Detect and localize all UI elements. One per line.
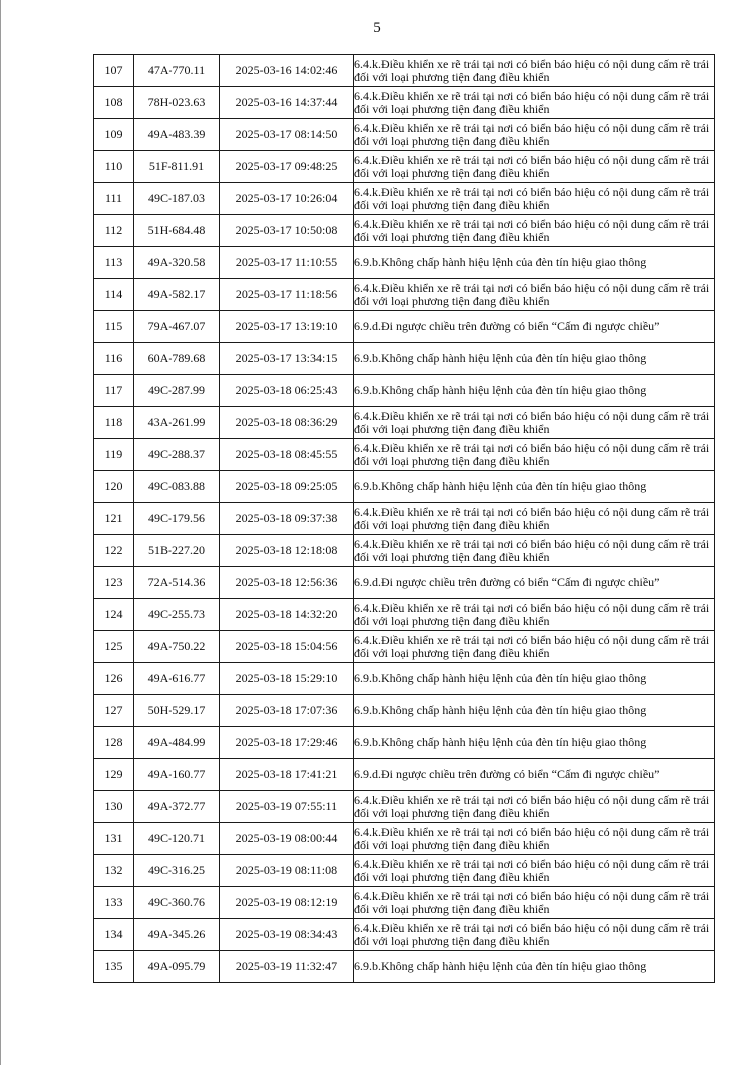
- license-plate-cell: 49C-187.03: [134, 183, 220, 215]
- violation-description-cell: 6.4.k.Điều khiển xe rẽ trái tại nơi có biển báo hiệu có nội dung cấm rẽ trái đối với loại phương tiện đang điều khiển: [354, 535, 715, 567]
- license-plate-cell: 49A-484.99: [134, 727, 220, 759]
- row-number-cell: 121: [94, 503, 134, 535]
- row-number-cell: 114: [94, 279, 134, 311]
- row-number-cell: 133: [94, 887, 134, 919]
- violation-time-cell: 2025-03-18 12:56:36: [220, 567, 354, 599]
- license-plate-cell: 49C-120.71: [134, 823, 220, 855]
- table-row: [94, 503, 715, 535]
- row-number-cell: 129: [94, 759, 134, 791]
- table-row: [94, 535, 715, 567]
- row-number-cell: 115: [94, 311, 134, 343]
- table-row: [94, 471, 715, 503]
- violations-table: [93, 54, 715, 983]
- row-number-cell: 126: [94, 663, 134, 695]
- violation-description-cell: 6.9.b.Không chấp hành hiệu lệnh của đèn tín hiệu giao thông: [354, 247, 715, 279]
- violation-time-cell: 2025-03-18 12:18:08: [220, 535, 354, 567]
- row-number-cell: 125: [94, 631, 134, 663]
- violation-description-cell: 6.4.k.Điều khiển xe rẽ trái tại nơi có biển báo hiệu có nội dung cấm rẽ trái đối với loại phương tiện đang điều khiển: [354, 503, 715, 535]
- row-number-cell: 118: [94, 407, 134, 439]
- violation-description-cell: 6.4.k.Điều khiển xe rẽ trái tại nơi có biển báo hiệu có nội dung cấm rẽ trái đối với loại phương tiện đang điều khiển: [354, 855, 715, 887]
- license-plate-cell: 49C-288.37: [134, 439, 220, 471]
- violation-time-cell: 2025-03-17 13:19:10: [220, 311, 354, 343]
- table-row: [94, 791, 715, 823]
- row-number-cell: 112: [94, 215, 134, 247]
- license-plate-cell: 79A-467.07: [134, 311, 220, 343]
- violation-description-cell: 6.4.k.Điều khiển xe rẽ trái tại nơi có biển báo hiệu có nội dung cấm rẽ trái đối với loại phương tiện đang điều khiển: [354, 87, 715, 119]
- row-number-cell: 120: [94, 471, 134, 503]
- license-plate-cell: 49C-287.99: [134, 375, 220, 407]
- table-row: [94, 439, 715, 471]
- table-row: [94, 151, 715, 183]
- table-row: [94, 759, 715, 791]
- license-plate-cell: 51H-684.48: [134, 215, 220, 247]
- row-number-cell: 111: [94, 183, 134, 215]
- violation-description-cell: 6.4.k.Điều khiển xe rẽ trái tại nơi có biển báo hiệu có nội dung cấm rẽ trái đối với loại phương tiện đang điều khiển: [354, 55, 715, 87]
- violations-table-body: [94, 55, 715, 983]
- license-plate-cell: 49A-616.77: [134, 663, 220, 695]
- violation-description-cell: 6.9.b.Không chấp hành hiệu lệnh của đèn tín hiệu giao thông: [354, 375, 715, 407]
- license-plate-cell: 49A-320.58: [134, 247, 220, 279]
- violation-time-cell: 2025-03-17 10:26:04: [220, 183, 354, 215]
- license-plate-cell: 49C-360.76: [134, 887, 220, 919]
- table-row: [94, 247, 715, 279]
- violation-description-cell: 6.4.k.Điều khiển xe rẽ trái tại nơi có biển báo hiệu có nội dung cấm rẽ trái đối với loại phương tiện đang điều khiển: [354, 215, 715, 247]
- table-row: [94, 87, 715, 119]
- violation-time-cell: 2025-03-18 09:25:05: [220, 471, 354, 503]
- violation-time-cell: 2025-03-19 11:32:47: [220, 951, 354, 983]
- violation-time-cell: 2025-03-16 14:02:46: [220, 55, 354, 87]
- violation-description-cell: 6.4.k.Điều khiển xe rẽ trái tại nơi có biển báo hiệu có nội dung cấm rẽ trái đối với loại phương tiện đang điều khiển: [354, 631, 715, 663]
- license-plate-cell: 49A-160.77: [134, 759, 220, 791]
- row-number-cell: 134: [94, 919, 134, 951]
- row-number-cell: 109: [94, 119, 134, 151]
- license-plate-cell: 47A-770.11: [134, 55, 220, 87]
- violation-description-cell: 6.9.b.Không chấp hành hiệu lệnh của đèn tín hiệu giao thông: [354, 951, 715, 983]
- table-row: [94, 951, 715, 983]
- table-row: [94, 695, 715, 727]
- violation-time-cell: 2025-03-18 08:36:29: [220, 407, 354, 439]
- page-number: 5: [373, 20, 381, 36]
- violation-description-cell: 6.4.k.Điều khiển xe rẽ trái tại nơi có biển báo hiệu có nội dung cấm rẽ trái đối với loại phương tiện đang điều khiển: [354, 823, 715, 855]
- table-row: [94, 919, 715, 951]
- violation-time-cell: 2025-03-17 10:50:08: [220, 215, 354, 247]
- violation-time-cell: 2025-03-17 11:10:55: [220, 247, 354, 279]
- table-row: [94, 407, 715, 439]
- table-row: [94, 55, 715, 87]
- row-number-cell: 131: [94, 823, 134, 855]
- row-number-cell: 123: [94, 567, 134, 599]
- license-plate-cell: 49C-316.25: [134, 855, 220, 887]
- license-plate-cell: 49A-582.17: [134, 279, 220, 311]
- violation-description-cell: 6.4.k.Điều khiển xe rẽ trái tại nơi có biển báo hiệu có nội dung cấm rẽ trái đối với loại phương tiện đang điều khiển: [354, 119, 715, 151]
- row-number-cell: 107: [94, 55, 134, 87]
- row-number-cell: 127: [94, 695, 134, 727]
- violation-description-cell: 6.4.k.Điều khiển xe rẽ trái tại nơi có biển báo hiệu có nội dung cấm rẽ trái đối với loại phương tiện đang điều khiển: [354, 279, 715, 311]
- violation-time-cell: 2025-03-18 14:32:20: [220, 599, 354, 631]
- violation-time-cell: 2025-03-18 15:04:56: [220, 631, 354, 663]
- license-plate-cell: 72A-514.36: [134, 567, 220, 599]
- row-number-cell: 116: [94, 343, 134, 375]
- license-plate-cell: 49A-345.26: [134, 919, 220, 951]
- table-row: [94, 567, 715, 599]
- violation-description-cell: 6.4.k.Điều khiển xe rẽ trái tại nơi có biển báo hiệu có nội dung cấm rẽ trái đối với loại phương tiện đang điều khiển: [354, 151, 715, 183]
- table-row: [94, 343, 715, 375]
- row-number-cell: 122: [94, 535, 134, 567]
- violation-time-cell: 2025-03-19 07:55:11: [220, 791, 354, 823]
- violation-description-cell: 6.4.k.Điều khiển xe rẽ trái tại nơi có biển báo hiệu có nội dung cấm rẽ trái đối với loại phương tiện đang điều khiển: [354, 183, 715, 215]
- license-plate-cell: 78H-023.63: [134, 87, 220, 119]
- violation-time-cell: 2025-03-18 08:45:55: [220, 439, 354, 471]
- violation-time-cell: 2025-03-18 09:37:38: [220, 503, 354, 535]
- violation-description-cell: 6.9.b.Không chấp hành hiệu lệnh của đèn tín hiệu giao thông: [354, 343, 715, 375]
- table-row: [94, 887, 715, 919]
- violation-time-cell: 2025-03-18 17:07:36: [220, 695, 354, 727]
- violation-time-cell: 2025-03-17 11:18:56: [220, 279, 354, 311]
- violation-description-cell: 6.4.k.Điều khiển xe rẽ trái tại nơi có biển báo hiệu có nội dung cấm rẽ trái đối với loại phương tiện đang điều khiển: [354, 887, 715, 919]
- license-plate-cell: 49C-083.88: [134, 471, 220, 503]
- table-row: [94, 823, 715, 855]
- license-plate-cell: 51B-227.20: [134, 535, 220, 567]
- row-number-cell: 113: [94, 247, 134, 279]
- row-number-cell: 132: [94, 855, 134, 887]
- row-number-cell: 108: [94, 87, 134, 119]
- violation-description-cell: 6.9.b.Không chấp hành hiệu lệnh của đèn tín hiệu giao thông: [354, 471, 715, 503]
- license-plate-cell: 49C-179.56: [134, 503, 220, 535]
- violation-time-cell: 2025-03-19 08:34:43: [220, 919, 354, 951]
- violation-time-cell: 2025-03-17 09:48:25: [220, 151, 354, 183]
- violation-time-cell: 2025-03-18 17:29:46: [220, 727, 354, 759]
- violation-time-cell: 2025-03-19 08:11:08: [220, 855, 354, 887]
- row-number-cell: 110: [94, 151, 134, 183]
- violation-description-cell: 6.4.k.Điều khiển xe rẽ trái tại nơi có biển báo hiệu có nội dung cấm rẽ trái đối với loại phương tiện đang điều khiển: [354, 407, 715, 439]
- license-plate-cell: 49A-483.39: [134, 119, 220, 151]
- table-row: [94, 663, 715, 695]
- row-number-cell: 124: [94, 599, 134, 631]
- license-plate-cell: 49A-095.79: [134, 951, 220, 983]
- table-row: [94, 119, 715, 151]
- table-row: [94, 599, 715, 631]
- table-row: [94, 727, 715, 759]
- table-row: [94, 631, 715, 663]
- row-number-cell: 130: [94, 791, 134, 823]
- violation-time-cell: 2025-03-19 08:12:19: [220, 887, 354, 919]
- license-plate-cell: 49C-255.73: [134, 599, 220, 631]
- violation-description-cell: 6.9.b.Không chấp hành hiệu lệnh của đèn tín hiệu giao thông: [354, 663, 715, 695]
- table-row: [94, 311, 715, 343]
- table-row: [94, 855, 715, 887]
- violation-time-cell: 2025-03-17 13:34:15: [220, 343, 354, 375]
- row-number-cell: 135: [94, 951, 134, 983]
- row-number-cell: 119: [94, 439, 134, 471]
- row-number-cell: 128: [94, 727, 134, 759]
- violation-description-cell: 6.4.k.Điều khiển xe rẽ trái tại nơi có biển báo hiệu có nội dung cấm rẽ trái đối với loại phương tiện đang điều khiển: [354, 439, 715, 471]
- table-row: [94, 183, 715, 215]
- violation-description-cell: 6.9.d.Đi ngược chiều trên đường có biển “Cấm đi ngược chiều”: [354, 311, 715, 343]
- violation-description-cell: 6.4.k.Điều khiển xe rẽ trái tại nơi có biển báo hiệu có nội dung cấm rẽ trái đối với loại phương tiện đang điều khiển: [354, 791, 715, 823]
- violation-time-cell: 2025-03-18 15:29:10: [220, 663, 354, 695]
- violation-description-cell: 6.9.d.Đi ngược chiều trên đường có biển “Cấm đi ngược chiều”: [354, 567, 715, 599]
- row-number-cell: 117: [94, 375, 134, 407]
- table-row: [94, 215, 715, 247]
- license-plate-cell: 60A-789.68: [134, 343, 220, 375]
- violation-description-cell: 6.9.b.Không chấp hành hiệu lệnh của đèn tín hiệu giao thông: [354, 695, 715, 727]
- violation-time-cell: 2025-03-19 08:00:44: [220, 823, 354, 855]
- table-row: [94, 375, 715, 407]
- violation-time-cell: 2025-03-18 17:41:21: [220, 759, 354, 791]
- license-plate-cell: 51F-811.91: [134, 151, 220, 183]
- violation-description-cell: 6.9.d.Đi ngược chiều trên đường có biển “Cấm đi ngược chiều”: [354, 759, 715, 791]
- violation-description-cell: 6.4.k.Điều khiển xe rẽ trái tại nơi có biển báo hiệu có nội dung cấm rẽ trái đối với loại phương tiện đang điều khiển: [354, 919, 715, 951]
- license-plate-cell: 49A-372.77: [134, 791, 220, 823]
- table-row: [94, 279, 715, 311]
- license-plate-cell: 50H-529.17: [134, 695, 220, 727]
- violation-time-cell: 2025-03-17 08:14:50: [220, 119, 354, 151]
- violation-time-cell: 2025-03-16 14:37:44: [220, 87, 354, 119]
- violation-description-cell: 6.4.k.Điều khiển xe rẽ trái tại nơi có biển báo hiệu có nội dung cấm rẽ trái đối với loại phương tiện đang điều khiển: [354, 599, 715, 631]
- violation-time-cell: 2025-03-18 06:25:43: [220, 375, 354, 407]
- license-plate-cell: 43A-261.99: [134, 407, 220, 439]
- violation-description-cell: 6.9.b.Không chấp hành hiệu lệnh của đèn tín hiệu giao thông: [354, 727, 715, 759]
- license-plate-cell: 49A-750.22: [134, 631, 220, 663]
